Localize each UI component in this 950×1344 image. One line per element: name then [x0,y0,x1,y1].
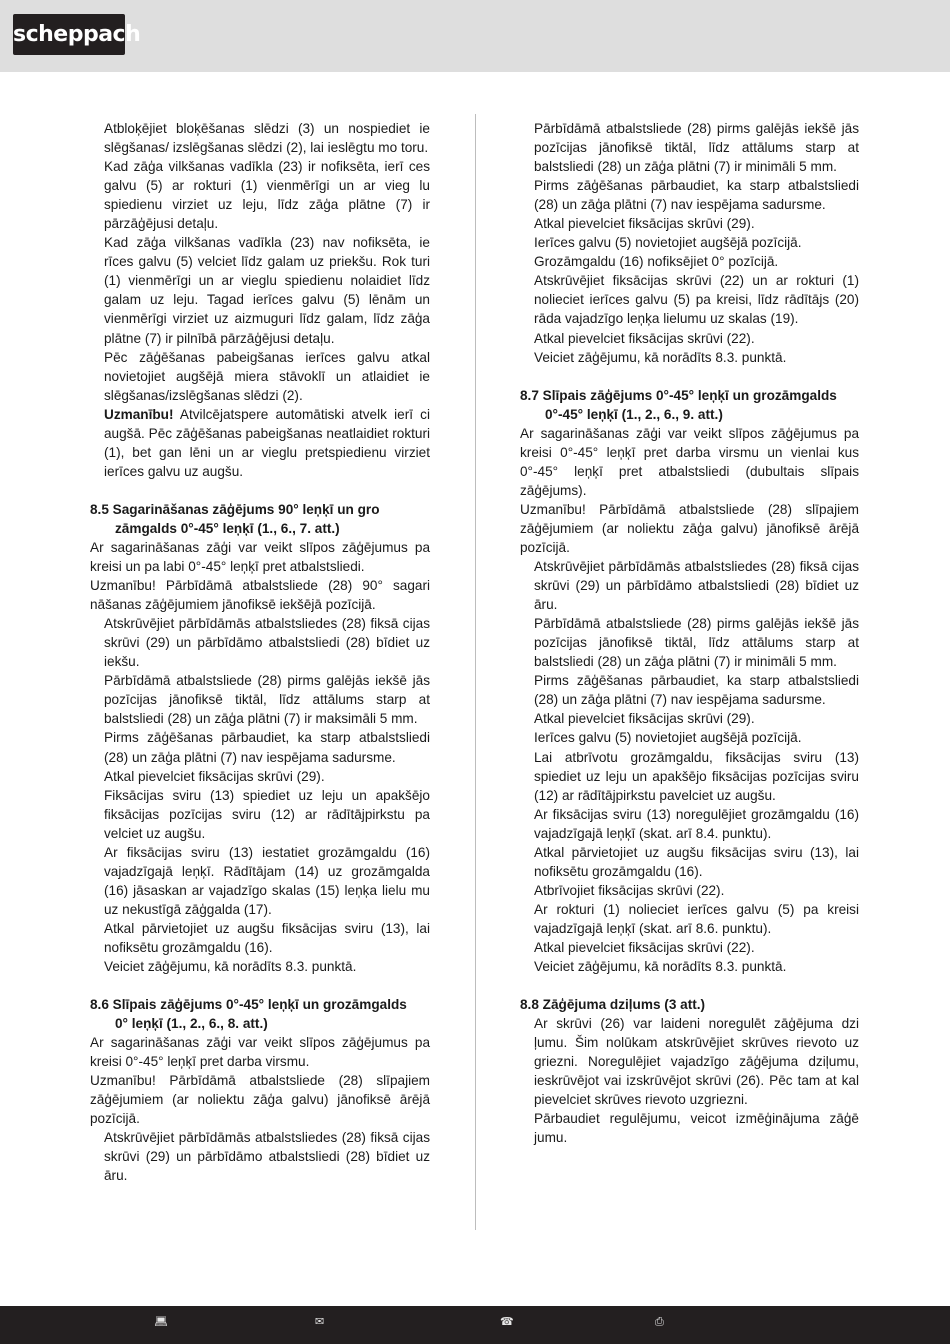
step: Pārbīdāmā atbalstsliede (28) pirms galējās iekšē jās pozīcijas jānofiksē tiktāl, līdz attālums starp at balstsliedi (28) un zāģa plātni (7) ir minimāli 5 mm. [534,121,859,175]
step: Pārbīdāmā atbalstsliede (28) pirms galējās iekšē jās pozīcijas jānofiksē tiktāl, līdz attālums starp at balstsliedi (28) un zāģa plātni (7) ir minimāli 5 mm. [534,616,859,670]
paragraph: Uzmanību! Pārbīdāmā atbalstsliede (28) slīpajiem zāģējumiem (ar noliektu zāģa galvu) jānofiksē ārējā pozīcijā. [90,1073,430,1127]
step: Atskrūvējiet fiksācijas skrūvi (22) un ar rokturi (1) nolieciet ierīces galvu (5) pa kreisi, līdz rādītājs (20) rāda vajadzīgo leņķa lielumu uz skalas (19). [534,273,859,327]
right-column [520,119,859,1147]
section-heading-8-5-cont: zāmgalds 0°-45° leņķī (1., 6., 7. att.) [115,520,340,536]
left-column [90,119,430,1186]
section-heading-8-5: 8.5 Sagarināšanas zāģējums 90° leņķī un gro [90,501,380,517]
step: Ar skrūvi (26) var laideni noregulēt zāģējuma dzi ļumu. Šim nolūkam atskrūvējiet skrūves rievoto uz griezni. Noregulējiet vajadzīgo zāģējuma dziļumu, ieskrūvējot vai izskrūvējot skrūvi (26). Pēc tam at kal pievelciet skrūves rievoto uzgriezni. [534,1016,859,1108]
step: Ar rokturi (1) nolieciet ierīces galvu (5) pa kreisi vajadzīgajā leņķī (skat. arī 8.6. punktu). [534,901,859,936]
step: Lai atbrīvotu grozāmgaldu, fiksācijas sviru (13) spiediet uz leju un apakšējo fiksācijas pozīcijas sviru (12) ar rādītājpirkstu pavelciet uz augšu. [534,749,859,803]
fax-icon: ⎙ [655,1315,664,1328]
step: Pārbīdāmā atbalstsliede (28) pirms galējās iekšē jās pozīcijas jānofiksē tiktāl, līdz attālums starp at balstsliedi (28) un zāģa plātni (7) ir maksimāli 5 mm. [104,673,430,727]
step: Atkal pievelciet fiksācijas skrūvi (29). [104,768,325,784]
mail-icon: ✉︎ [315,1315,325,1328]
warning-label: Uzmanību! [104,406,174,422]
step: Ar fiksācijas sviru (13) iestatiet grozāmgaldu (16) vajadzīgajā leņķī. Rādītājam (14) uz grozāmgalda (16) jāsaskan ar vajadzīgo skalas (15) leņķa lielu mu uz nekustīgā zāģgalda (17). [104,844,430,917]
paragraph: Uzmanību! Pārbīdāmā atbalstsliede (28) 90° sagari nāšanas zāģējumiem jānofiksē iekšējā pozīcijā. [90,578,430,613]
paragraph: Pēc zāģēšanas pabeigšanas ierīces galvu atkal novietojiet augšējā miera stāvoklī un atlaidiet ie slēgšanas/izslēgšanas slēdzi (2). [104,349,430,403]
warning-text: Atvilcējatspere automātiski atvelk ierī ci augšā. Pēc zāģēšanas pabeigšanas neatlaidiet rokturi (1), bet gan lēni un ar vieglu pretspiedienu virziet ierīces galvu uz augšu. [104,406,430,479]
step: Atkal pievelciet fiksācijas skrūvi (22). [534,330,755,346]
paragraph: Ar sagarināšanas zāģi var veikt slīpos zāģējumus pa kreisi 0°-45° leņķī pret darba virsmu un vienlai kus 0°-45° leņķī pret atbalstsliedi (dubultais slīpais zāģējums). [520,425,859,498]
paragraph: Uzmanību! Pārbīdāmā atbalstsliede (28) slīpajiem zāģējumiem (ar noliektu zāģa galvu) jānofiksē ārējā pozīcijā. [520,501,859,555]
step: Atkal pārvietojiet uz augšu fiksācijas sviru (13), lai nofiksētu grozāmgaldu (16). [104,920,430,955]
laptop-icon: 💻︎ [154,1315,168,1328]
step: Atbrīvojiet fiksācijas skrūvi (22). [534,882,725,898]
step: Veiciet zāģējumu, kā norādīts 8.3. punktā. [534,349,787,365]
paragraph: Atbloķējiet bloķēšanas slēdzi (3) un nospiediet ie slēgšanas/ izslēgšanas slēdzi (2), lai ieslēgtu mo toru. [104,121,430,156]
section-heading-8-7: 8.7 Slīpais zāģējums 0°-45° leņķī un grozāmgalds [520,387,837,403]
step: Ar fiksācijas sviru (13) noregulējiet grozāmgaldu (16) vajadzīgajā leņķī (skat. arī 8.4. punktu). [534,806,859,841]
step: Ierīces galvu (5) novietojiet augšējā pozīcijā. [534,730,802,746]
paragraph: Ar sagarināšanas zāģi var veikt slīpos zāģējumus pa kreisi 0°-45° leņķī pret darba virsmu. [90,1035,430,1070]
column-divider [475,114,476,1230]
step: Veiciet zāģējumu, kā norādīts 8.3. punktā. [534,959,787,975]
section-heading-8-6: 8.6 Slīpais zāģējums 0°-45° leņķī un grozāmgalds [90,997,407,1013]
scheppach-logo: scheppach [13,14,125,55]
step: Atkal pievelciet fiksācijas skrūvi (29). [534,711,755,727]
section-heading-8-7-cont: 0°-45° leņķī (1., 2., 6., 9. att.) [545,406,723,422]
step: Atskrūvējiet pārbīdāmās atbalstsliedes (28) fiksā cijas skrūvi (29) un pārbīdāmo atbalstsliedi (28) bīdiet uz āru. [104,1130,430,1184]
step: Veiciet zāģējumu, kā norādīts 8.3. punktā. [104,959,357,975]
step: Fiksācijas sviru (13) spiediet uz leju un apakšējo fiksācijas pozīcijas sviru (12) ar rādītājpirkstu pa velciet uz augšu. [104,787,430,841]
step: Pirms zāģēšanas pārbaudiet, ka starp atbalstsliedi (28) un zāģa plātni (7) nav iespējama sadursme. [534,178,859,213]
step: Atkal pārvietojiet uz augšu fiksācijas sviru (13), lai nofiksētu grozāmgaldu (16). [534,844,859,879]
paragraph: Ar sagarināšanas zāģi var veikt slīpos zāģējumus pa kreisi un pa labi 0°-45° leņķī pret atbalstsliedi. [90,539,430,575]
step: Ierīces galvu (5) novietojiet augšējā pozīcijā. [534,235,802,251]
phone-icon: ☎︎ [500,1315,514,1328]
page-footer [0,1306,950,1344]
section-heading-8-6-cont: 0° leņķī (1., 2., 6., 8. att.) [115,1016,268,1032]
step: Atskrūvējiet pārbīdāmās atbalstsliedes (28) fiksā cijas skrūvi (29) un pārbīdāmo atbalstsliedi (28) bīdiet uz iekšu. [104,616,430,670]
step: Pirms zāģēšanas pārbaudiet, ka starp atbalstsliedi (28) un zāģa plātni (7) nav iespējama sadursme. [534,673,859,708]
section-heading-8-8: 8.8 Zāģējuma dziļums (3 att.) [520,997,706,1013]
step: Grozāmgaldu (16) nofiksējiet 0° pozīcijā. [534,254,779,270]
step: Atskrūvējiet pārbīdāmās atbalstsliedes (28) fiksā cijas skrūvi (29) un pārbīdāmo atbalstsliedi (28) bīdiet uz āru. [534,559,859,613]
page-header [0,0,950,72]
warning-paragraph [90,405,430,481]
step: Atkal pievelciet fiksācijas skrūvi (29). [534,216,755,232]
step: Atkal pievelciet fiksācijas skrūvi (22). [534,939,755,955]
paragraph: Kad zāģa vilkšanas vadīkla (23) nav nofiksēta, ie rīces galvu (5) velciet līdz galam uz priekšu. Rok turi (1) vienmērīgi un ar vieglu spiedienu nolaidiet līdz galam uz leju. Tagad ierīces galvu (5) lēnām un vienmērīgi virziet uz aizmuguri līdz galam, līdz zāģa plātne (7) ir pilnībā pārzāģējusi detaļu. [104,235,430,346]
step: Pirms zāģēšanas pārbaudiet, ka starp atbalstsliedi (28) un zāģa plātni (7) nav iespējama sadursme. [104,730,430,765]
step: Pārbaudiet regulējumu, veicot izmēģinājuma zāģē jumu. [534,1111,859,1146]
paragraph: Kad zāģa vilkšanas vadīkla (23) ir nofiksēta, ierī ces galvu (5) ar rokturi (1) vienmērīgi un ar vieg lu spiedienu virziet uz leju, līdz zāģa plātne (7) ir pārzāģējusi detaļu. [104,159,430,232]
